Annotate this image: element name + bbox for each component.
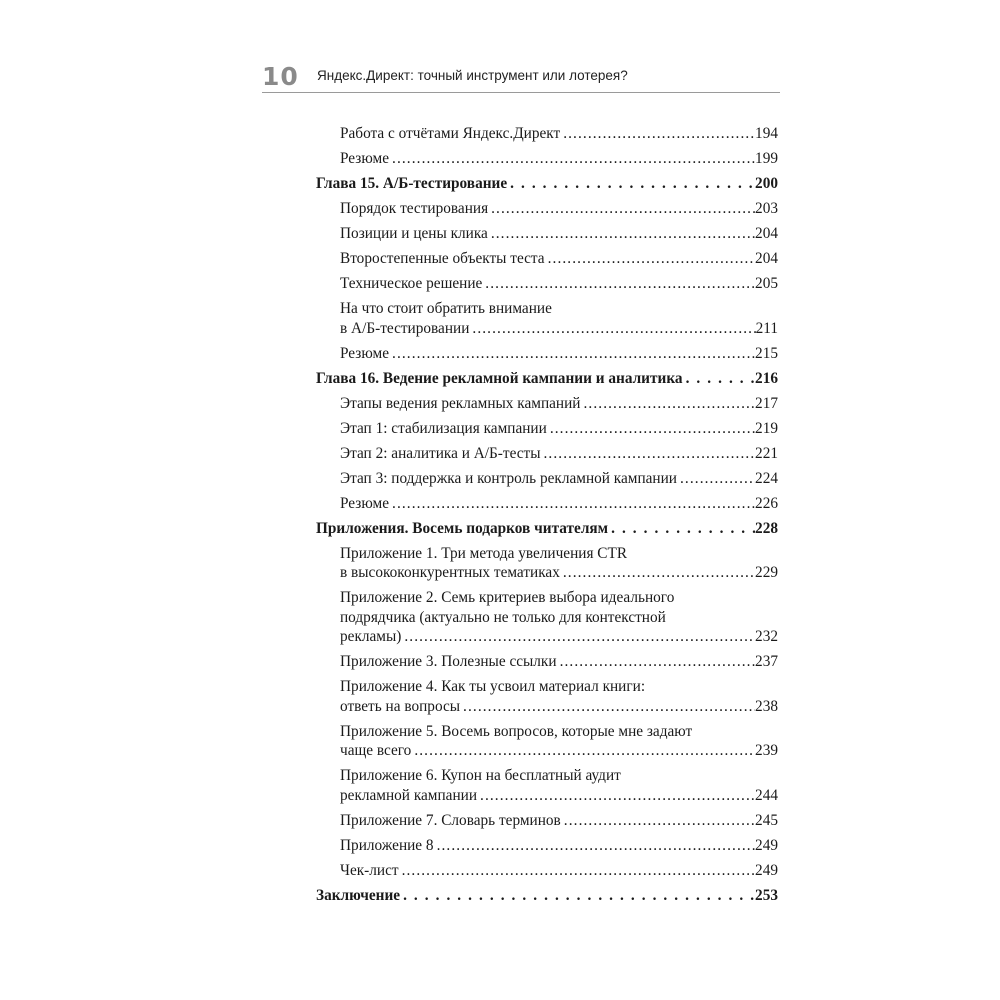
toc-entry-row xyxy=(340,124,778,144)
dot-leader xyxy=(460,697,755,717)
toc-entry-row xyxy=(340,149,778,169)
toc-entry-title: Этап 1: стабилизация кампании xyxy=(340,419,547,437)
toc-entry xyxy=(316,494,778,514)
toc-entry xyxy=(316,469,778,489)
toc-page-number: 249 xyxy=(755,836,778,854)
toc-entry xyxy=(316,444,778,464)
toc-chapter-entry xyxy=(316,174,778,194)
toc-entry-title: Глава 16. Ведение рекламной кампании и аналитика xyxy=(316,369,683,387)
toc-entry-title: Резюме xyxy=(340,344,390,362)
toc-page-number: 219 xyxy=(755,419,778,437)
toc-entry-row xyxy=(340,444,778,464)
toc-entry-title-line: Приложение 4. Как ты усвоил материал книги: xyxy=(340,678,646,695)
toc-entry xyxy=(316,419,778,439)
toc-page-number: 199 xyxy=(755,150,778,167)
table-of-contents xyxy=(316,124,778,911)
toc-entry-title: в А/Б-тестировании xyxy=(340,319,470,337)
toc-entry-title-line: На что стоит обратить внимание xyxy=(340,300,552,317)
dot-leader xyxy=(389,494,755,514)
toc-entry-title: чаще всего xyxy=(340,742,412,759)
toc-entry-title: Резюме xyxy=(340,150,390,167)
toc-page-number: 224 xyxy=(755,469,778,487)
toc-page-number: 229 xyxy=(755,564,778,581)
toc-entry-row xyxy=(340,494,778,514)
toc-entry-title: Этапы ведения рекламных кампаний xyxy=(340,394,581,412)
toc-entry-row xyxy=(316,369,778,389)
toc-page-number: 205 xyxy=(755,275,778,292)
dot-leader xyxy=(560,124,755,144)
toc-entry xyxy=(316,652,778,672)
toc-page-number: 244 xyxy=(755,786,778,804)
toc-entry-row xyxy=(340,697,778,717)
toc-entry-row xyxy=(340,811,778,831)
toc-page-number: 194 xyxy=(755,125,778,142)
toc-entry-row xyxy=(340,627,778,647)
toc-entry-title: Работа с отчётами Яндекс.Директ xyxy=(340,125,561,142)
dot-leader xyxy=(541,444,756,464)
toc-entry-title: Чек-лист xyxy=(340,861,399,879)
toc-chapter-entry xyxy=(316,519,778,539)
toc-page-number: 239 xyxy=(755,742,778,759)
dot-leader xyxy=(469,319,755,339)
toc-entry-row xyxy=(340,199,778,219)
toc-entry-title: рекламной кампании xyxy=(340,786,478,804)
toc-entry xyxy=(316,149,778,169)
dot-leader xyxy=(401,627,755,647)
page-number: 10 xyxy=(262,62,299,91)
toc-entry-row xyxy=(340,861,778,881)
toc-entry-title: Этап 3: поддержка и контроль рекламной кампании xyxy=(340,469,677,487)
toc-page-number: 203 xyxy=(755,200,778,217)
toc-page-number: 217 xyxy=(755,394,778,412)
toc-entry-title: Порядок тестирования xyxy=(340,200,489,217)
toc-entry-title: Приложение 3. Полезные ссылки xyxy=(340,653,557,670)
toc-page-number: 237 xyxy=(755,653,778,670)
toc-entry-row xyxy=(340,419,778,439)
toc-page-number: 221 xyxy=(755,444,778,462)
toc-entry-title: ответь на вопросы xyxy=(340,697,461,715)
toc-entry-title-line: Приложение 1. Три метода увеличения CTR xyxy=(340,544,628,562)
dot-leader xyxy=(400,886,755,906)
toc-entry xyxy=(316,249,778,269)
toc-entry-row xyxy=(340,563,778,583)
toc-entry xyxy=(316,811,778,831)
dot-leader xyxy=(507,174,755,194)
toc-entry-title-line: подрядчика (актуально не только для контекстной xyxy=(340,608,666,626)
toc-entry xyxy=(316,299,778,338)
toc-entry-title: Приложения. Восемь подарков читателям xyxy=(316,519,609,537)
toc-entry-title: Резюме xyxy=(340,494,390,512)
toc-entry xyxy=(316,722,778,761)
toc-entry-row xyxy=(340,274,778,294)
toc-entry-row xyxy=(340,741,778,761)
toc-entry xyxy=(316,224,778,244)
dot-leader xyxy=(434,836,755,856)
toc-entry xyxy=(316,861,778,881)
dot-leader xyxy=(561,811,755,831)
toc-chapter-entry xyxy=(316,369,778,389)
toc-entry-row xyxy=(316,886,778,906)
toc-entry xyxy=(316,588,778,647)
toc-page-number: 200 xyxy=(755,175,778,192)
dot-leader xyxy=(389,149,755,169)
dot-leader xyxy=(683,369,755,389)
toc-entry-title-line: Приложение 6. Купон на бесплатный аудит xyxy=(340,767,621,784)
toc-page-number: 204 xyxy=(755,225,778,242)
dot-leader xyxy=(411,741,755,761)
toc-entry-row xyxy=(316,519,778,539)
dot-leader xyxy=(608,519,755,539)
toc-page-number: 238 xyxy=(755,697,778,715)
toc-entry-title: Приложение 8 xyxy=(340,836,434,854)
toc-entry-title: Этап 2: аналитика и А/Б-тесты xyxy=(340,444,541,462)
dot-leader xyxy=(545,249,755,269)
toc-entry-row xyxy=(340,249,778,269)
toc-page-number: 216 xyxy=(755,369,778,387)
dot-leader xyxy=(488,224,755,244)
toc-entry-title: Заключение xyxy=(316,886,401,904)
toc-page-number: 211 xyxy=(755,319,778,337)
toc-entry-row xyxy=(340,224,778,244)
toc-entry-row xyxy=(340,786,778,806)
toc-entry-row xyxy=(340,652,778,672)
dot-leader xyxy=(477,786,755,806)
toc-entry-title-line: Приложение 2. Семь критериев выбора идеального xyxy=(340,589,675,606)
toc-entry xyxy=(316,766,778,805)
toc-entry-row xyxy=(340,394,778,414)
toc-entry xyxy=(316,544,778,583)
toc-entry-title: Глава 15. А/Б-тестирование xyxy=(316,175,508,192)
toc-page-number: 204 xyxy=(755,250,778,267)
dot-leader xyxy=(560,563,755,583)
toc-entry-row xyxy=(340,836,778,856)
page-header xyxy=(262,60,780,93)
toc-page-number: 253 xyxy=(755,886,778,904)
dot-leader xyxy=(399,861,755,881)
toc-entry xyxy=(316,274,778,294)
toc-entry-title: в высококонкурентных тематиках xyxy=(340,564,560,581)
dot-leader xyxy=(389,344,755,364)
toc-entry-title: Техническое решение xyxy=(340,275,483,292)
toc-entry-title: Приложение 7. Словарь терминов xyxy=(340,811,561,829)
toc-entry xyxy=(316,394,778,414)
toc-entry-row xyxy=(340,319,778,339)
toc-entry xyxy=(316,344,778,364)
toc-page-number: 245 xyxy=(755,811,778,829)
toc-entry-title-line: Приложение 5. Восемь вопросов, которые мне задают xyxy=(340,722,693,740)
running-title: Яндекс.Директ: точный инструмент или лотерея? xyxy=(317,68,628,83)
toc-entry-title: Второстепенные объекты теста xyxy=(340,250,545,267)
toc-entry xyxy=(316,677,778,716)
toc-entry xyxy=(316,124,778,144)
toc-entry-title: Позиции и цены клика xyxy=(340,225,488,242)
dot-leader xyxy=(581,394,756,414)
dot-leader xyxy=(557,652,755,672)
toc-page-number: 232 xyxy=(755,628,778,645)
dot-leader xyxy=(677,469,755,489)
dot-leader xyxy=(482,274,755,294)
toc-entry-row xyxy=(340,469,778,489)
toc-page-number: 249 xyxy=(755,861,778,879)
toc-entry xyxy=(316,836,778,856)
toc-page-number: 215 xyxy=(755,344,778,362)
toc-page-number: 226 xyxy=(755,494,778,512)
dot-leader xyxy=(547,419,755,439)
toc-entry-row xyxy=(340,344,778,364)
toc-entry-title: рекламы) xyxy=(340,628,402,645)
toc-entry-row xyxy=(316,174,778,194)
toc-page-number: 228 xyxy=(755,519,778,537)
toc-chapter-entry xyxy=(316,886,778,906)
dot-leader xyxy=(488,199,755,219)
toc-entry xyxy=(316,199,778,219)
